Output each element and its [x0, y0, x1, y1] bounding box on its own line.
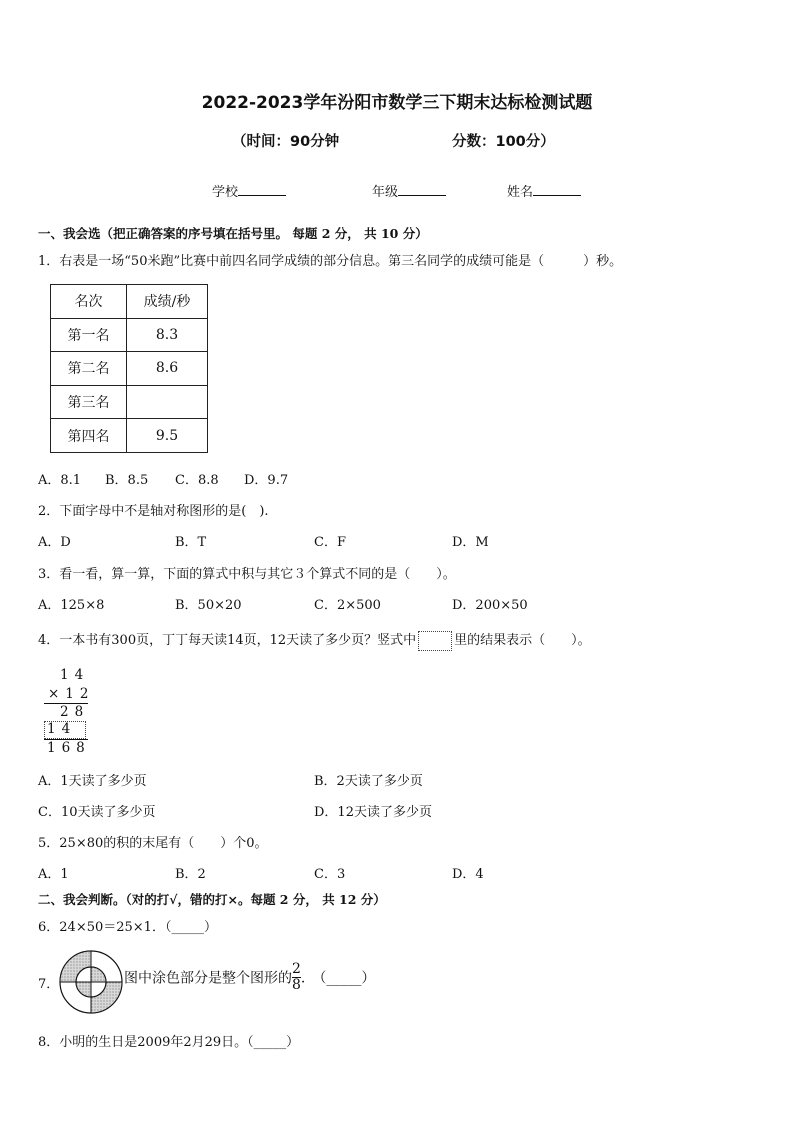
q1-option-b[interactable]: B．8.5	[105, 473, 149, 488]
q1-option-a[interactable]: A．8.1	[38, 473, 82, 488]
q7-fraction	[292, 962, 301, 993]
page-title: 2022-2023学年汾阳市数学三下期末达标检测试题	[201, 93, 593, 113]
q5-option-a[interactable]: A．1	[38, 867, 69, 882]
table-cell: 第四名	[51, 419, 127, 453]
q3-option-b[interactable]: B．50×20	[175, 598, 242, 613]
name-field	[507, 181, 581, 200]
q2-option-c[interactable]: C．F	[314, 535, 346, 550]
school-field	[212, 181, 286, 200]
dotted-box-icon	[418, 631, 452, 651]
q4-option-b[interactable]: B．2天读了多少页	[314, 774, 423, 789]
table-row	[51, 385, 208, 419]
q4-option-a[interactable]: A．1天读了多少页	[38, 774, 147, 789]
q8-statement: 8．小明的生日是2009年2月29日。（_____）	[38, 1035, 300, 1050]
table-header-cell: 成绩/秒	[127, 285, 208, 319]
section2-heading: 二、我会判断。（对的打√，错的打×。每题 2 分， 共 12 分）	[38, 892, 386, 907]
table-cell: 第一名	[51, 318, 127, 352]
q7-text: 图中涂色部分是整个图形的	[124, 970, 292, 987]
q3-option-a[interactable]: A．125×8	[38, 598, 105, 613]
calc-line-multiplier: ×12	[48, 686, 95, 702]
calc-line-product: 168	[47, 740, 91, 756]
table-row	[51, 352, 208, 386]
calc-line-partial1: 28	[60, 704, 90, 720]
q5-option-c[interactable]: C．3	[314, 867, 346, 882]
q4-stem-part2: 里的结果表示（ ）。	[454, 633, 591, 648]
grade-blank[interactable]	[398, 183, 446, 196]
q7-number: 7．	[38, 977, 60, 992]
q4-stem	[38, 629, 591, 651]
q7-answer-blank[interactable]: . （_____）	[300, 970, 376, 987]
table-header-row	[51, 285, 208, 319]
q4-option-c[interactable]: C．10天读了多少页	[38, 805, 156, 820]
q4-stem-part1: 4．一本书有300页，丁丁每天读14页，12天读了多少页？竖式中	[38, 633, 417, 648]
fraction-numerator: 2	[292, 961, 301, 977]
q5-option-b[interactable]: B．2	[175, 867, 206, 882]
q3-option-c[interactable]: C．2×500	[314, 598, 381, 613]
table-cell: 8.3	[127, 318, 208, 352]
school-label: 学校	[212, 185, 239, 200]
name-blank[interactable]	[533, 183, 581, 196]
school-blank[interactable]	[238, 183, 286, 196]
q1-option-c[interactable]: C．8.8	[175, 473, 219, 488]
fraction-denominator: 8	[292, 977, 301, 993]
q1-score-table	[50, 284, 208, 453]
q5-option-d[interactable]: D．4	[452, 867, 484, 882]
q2-stem: 2．下面字母中不是轴对称图形的是( ).	[38, 504, 269, 519]
grade-label: 年级	[372, 185, 399, 200]
q2-option-b[interactable]: B．T	[175, 535, 207, 550]
table-row	[51, 419, 208, 453]
table-cell: 第三名	[51, 385, 127, 419]
table-cell: 8.6	[127, 352, 208, 386]
q6-statement: 6．24×50＝25×1．（_____）	[38, 920, 217, 935]
table-cell: 第二名	[51, 352, 127, 386]
calc-line-partial2: 14	[47, 721, 77, 737]
table-cell: 9.5	[127, 419, 208, 453]
section1-heading: 一、我会选（把正确答案的序号填在括号里。 每题 2 分， 共 10 分）	[38, 226, 428, 241]
q1-option-d[interactable]: D．9.7	[244, 473, 289, 488]
q3-stem: 3．看一看，算一算，下面的算式中积与其它３个算式不同的是（ ）。	[38, 567, 456, 582]
q2-option-a[interactable]: A．D	[38, 535, 71, 550]
exam-score: 分数：100分）	[452, 134, 555, 150]
grade-field	[372, 181, 446, 200]
q2-option-d[interactable]: D．M	[452, 535, 489, 550]
calc-line-multiplicand: 14	[60, 667, 90, 683]
q7-statement	[124, 962, 375, 993]
name-label: 姓名	[507, 185, 534, 200]
q1-stem: 1．右表是一场“50米跑”比赛中前四名同学成绩的部分信息。第三名同学的成绩可能是（ ）秒。	[38, 254, 623, 269]
q3-option-d[interactable]: D．200×50	[452, 598, 528, 613]
table-header-cell: 名次	[51, 285, 127, 319]
table-row	[51, 318, 208, 352]
circle-figure-icon	[58, 949, 124, 1015]
table-cell	[127, 385, 208, 419]
q4-option-d[interactable]: D．12天读了多少页	[314, 805, 432, 820]
exam-time: （时间：90分钟	[232, 134, 340, 150]
q5-stem: 5．25×80的积的末尾有（ ）个0。	[38, 836, 268, 851]
